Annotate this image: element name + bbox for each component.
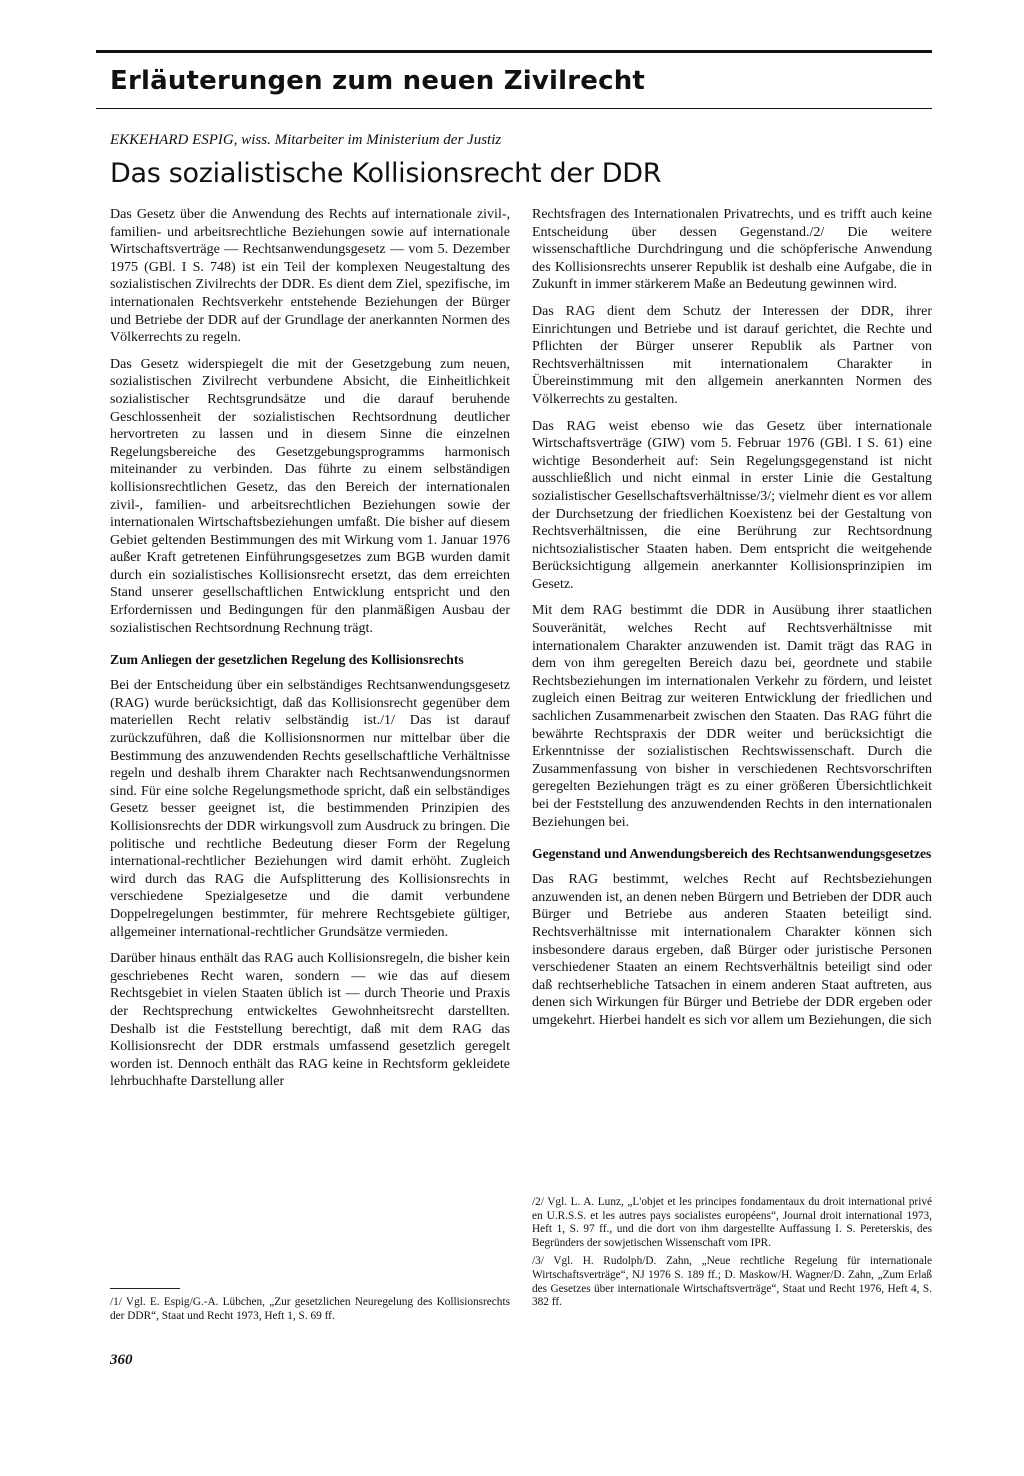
footnote: /3/ Vgl. H. Rudolph/D. Zahn, „Neue rechtliche Regelung für internationale Wirtschaftsverträge“, NJ 1976 S. 189 ff.; D. Maskow/H. Wagner/D. Zahn, „Zum Erlaß des Gesetzes über internationale Wirtschaftsverträge“, Staat und Recht 1976, Heft 4, S. 382 ff. (532, 1255, 932, 1309)
section-heading: Erläuterungen zum neuen Zivilrecht (110, 66, 646, 96)
paragraph: Bei der Entscheidung über ein selbständiges Rechtsanwendungsgesetz (RAG) wurde berücksichtigt, daß das Kollisionsrecht gegenüber dem materiellen Recht relativ selbständig ist./1/ Das ist darauf zurückzuführen, daß die Kollisionsnormen nur mittelbar über die Bestimmung des anzuwendenden Rechts gesellschaftliche Verhältnisse regeln und deshalb ihrem Charakter nach Rechtsanwendungsnormen sind. Für eine solche Regelungsmethode spricht, daß ein selbständiges Gesetz besser geeignet ist, die bestimmenden Prinzipien des Kollisionsrechts der DDR wirkungsvoll zum Ausdruck zu bringen. Die politische und rechtliche Bedeutung dieser Form der Regelung international-rechtlicher Beziehungen wird damit erhöht. Zugleich wird durch das RAG die Aufsplitterung des Kollisionsrechts in verschiedene Spezialgesetze und die damit verbundene Doppelregelungen bestimmter, für mehrere Rechtsgebiete gültiger, allgemeiner international-rechtlicher Grundsätze vermieden. (110, 678, 510, 940)
footnote-divider (110, 1288, 180, 1289)
subheading: Gegenstand und Anwendungsbereich des Rechtsanwendungsgesetzes (532, 846, 932, 862)
page-number: 360 (110, 1352, 133, 1368)
left-column (110, 206, 510, 1316)
header-rule-bottom (96, 108, 932, 109)
paragraph: Rechtsfragen des Internationalen Privatrechts, und es trifft auch keine Entscheidung über dessen Gegenstand./2/ Die weitere wissenschaftliche Durchdringung und die schöpferische Anwendung des Kollisionsrechts unserer Republik ist deshalb eine Aufgabe, die in Zukunft in immer stärkerem Maße an Bedeutung gewinnen wird. (532, 207, 932, 293)
paragraph: Mit dem RAG bestimmt die DDR in Ausübung ihrer staatlichen Souveränität, welches Recht auf Rechtsverhältnisse mit internationalem Charakter anzuwenden ist. Damit trägt das RAG in dem von ihm geregelten Bereich dazu bei, geordnete und stabile Rechtsbeziehungen im internationalen Verkehr zu fördern, und leistet zugleich einen Beitrag zur weiteren Entwicklung der friedlichen und sachlichen Zusammenarbeit zwischen den Staaten. Das RAG führt die bewährte Rechtspraxis der DDR weiter und berücksichtigt die Erkenntnisse der sozialistischen Rechtswissenschaft. Durch die Zusammenfassung von bisher in verschiedenen Rechtsvorschriften geregelten Beziehungen trägt es zu einer größeren Übersichtlichkeit bei der Feststellung des anzuwendenden Rechts in den internationalen Beziehungen bei. (532, 603, 932, 830)
paragraph: Das Gesetz widerspiegelt die mit der Gesetzgebung zum neuen, sozialistischen Zivilrecht verbundene Absicht, die Einheitlichkeit sozialistischer Rechtsgrundsätze und die darauf beruhende Geschlossenheit der sozialistischen Rechtsordnung deutlicher hervortreten zu lassen und in diesem Sinne die einzelnen Regelungsbereiche des Gesetzgebungsprogramms harmonisch miteinander zu verbinden. Das führte zu einem selbständigen kollisionsrechtlichen Gesetz, das den Bereich der internationalen zivil-, familien- und arbeitsrechtlichen Beziehungen sowie der internationalen Wirtschaftsbeziehungen umfaßt. Die bisher auf diesem Gebiet geltenden Bestimmungen des mit Wirkung vom 1. Januar 1976 außer Kraft getretenen Einführungsgesetzes zum BGB wurden damit durch ein sozialistisches Kollisionsrecht ersetzt, das dem erreichten Stand unserer gesellschaftlichen Entwicklung entspricht und den Erfordernissen und Bedingungen für den planmäßigen Ausbau der sozialistischen Rechtsordnung Rechnung trägt. (110, 356, 510, 636)
paragraph: Das Gesetz über die Anwendung des Rechts auf internationale zivil-, familien- und arbeitsrechtliche Beziehungen sowie auf internationale Wirtschaftsverträge — Rechtsanwendungsgesetz — vom 5. Dezember 1975 (GBl. I S. 748) ist ein Teil der komplexen Neugestaltung des sozialistischen Zivilrechts der DDR. Es dient dem Ziel, spezifische, im internationalen Rechtsverkehr entstehende Beziehungen der Bürger und Betriebe der DDR auf der Grundlage der anerkannten Normen des Völkerrechts zu regeln. (110, 207, 510, 346)
paragraph: Das RAG bestimmt, welches Recht auf Rechtsbeziehungen anzuwenden ist, an denen neben Bürgern und Betrieben der DDR auch Bürger und Betriebe aus anderen Staaten beteiligt sind. Rechtsverhältnisse mit internationalem Charakter können sich insbesondere daraus ergeben, daß Bürger oder juristische Personen verschiedener Staaten an einem Rechtsverhältnis beteiligt sind oder daß rechtserhebliche Tatsachen in einem anderen Staat auftreten, aus denen sich Wirkungen für Bürger und Betriebe der DDR ergeben oder umgekehrt. Hierbei handelt es sich vor allem um Beziehungen, die sich (532, 872, 932, 1028)
author-line: EKKEHARD ESPIG, wiss. Mitarbeiter im Ministerium der Justiz (110, 132, 502, 148)
header-rule-top (96, 50, 932, 53)
footnotes-left (110, 1296, 510, 1328)
article-title: Das sozialistische Kollisionsrecht der DDR (110, 158, 662, 189)
paragraph: Das RAG dient dem Schutz der Interessen der DDR, ihrer Einrichtungen und Betriebe und ist darauf gerichtet, die Rechte und Pflichten der Bürger unserer Republik als Partner von Rechtsverhältnissen mit internationalem Charakter in Übereinstimmung mit den allgemein anerkannten Normen des Völkerrechts zu gestalten. (532, 303, 932, 407)
paragraph: Das RAG weist ebenso wie das Gesetz über internationale Wirtschaftsverträge (GIW) vom 5. Februar 1976 (GBl. I S. 61) eine wichtige Besonderheit auf: Sein Regelungsgegenstand ist nicht ausschließlich und nicht einmal in erster Linie die Gestaltung sozialistischer Gesellschaftsverhältnisse/3/; vielmehr dient es vor allem der Durchsetzung der friedlichen Koexistenz bei der Gestaltung von Rechtsverhältnissen, die eine Berührung zur Rechtsordnung nichtsozialistischer Staaten haben. Dem entspricht die weitgehende Berücksichtigung allgemein anerkannter Kollisionsprinzipien im Gesetz. (532, 418, 932, 592)
paragraph: Darüber hinaus enthält das RAG auch Kollisionsregeln, die bisher kein geschriebenes Recht waren, sondern — wie das auf diesem Rechtsgebiet in vielen Staaten üblich ist — durch Theorie und Praxis der Rechtsprechung entwickeltes Gewohnheitsrecht darstellten. Deshalb ist die Feststellung berechtigt, daß mit dem RAG das Kollisionsrecht der DDR erstmals umfassend gesetzlich geregelt worden ist. Dennoch enthält das RAG keine in Rechtsform gekleidete lehrbuchhafte Darstellung aller (110, 951, 510, 1090)
footnote: /2/ Vgl. L. A. Lunz, „L'objet et les principes fondamentaux du droit international privé en U.R.S.S. et les autres pays socialistes européens“, Journal droit international 1973, Heft 1, S. 97 ff., und die dort von ihm dargestellte Auffassung I. S. Pereterskis, des Begründers der sowjetischen Wissenschaft vom IPR. (532, 1196, 932, 1249)
footnotes-right (532, 1196, 932, 1315)
right-column (532, 206, 932, 1186)
subheading: Zum Anliegen der gesetzlichen Regelung des Kollisionsrechts (110, 652, 464, 668)
footnote: /1/ Vgl. E. Espig/G.-A. Lübchen, „Zur gesetzlichen Neuregelung des Kollisionsrechts der DDR“, Staat und Recht 1973, Heft 1, S. 69 ff. (110, 1296, 510, 1322)
